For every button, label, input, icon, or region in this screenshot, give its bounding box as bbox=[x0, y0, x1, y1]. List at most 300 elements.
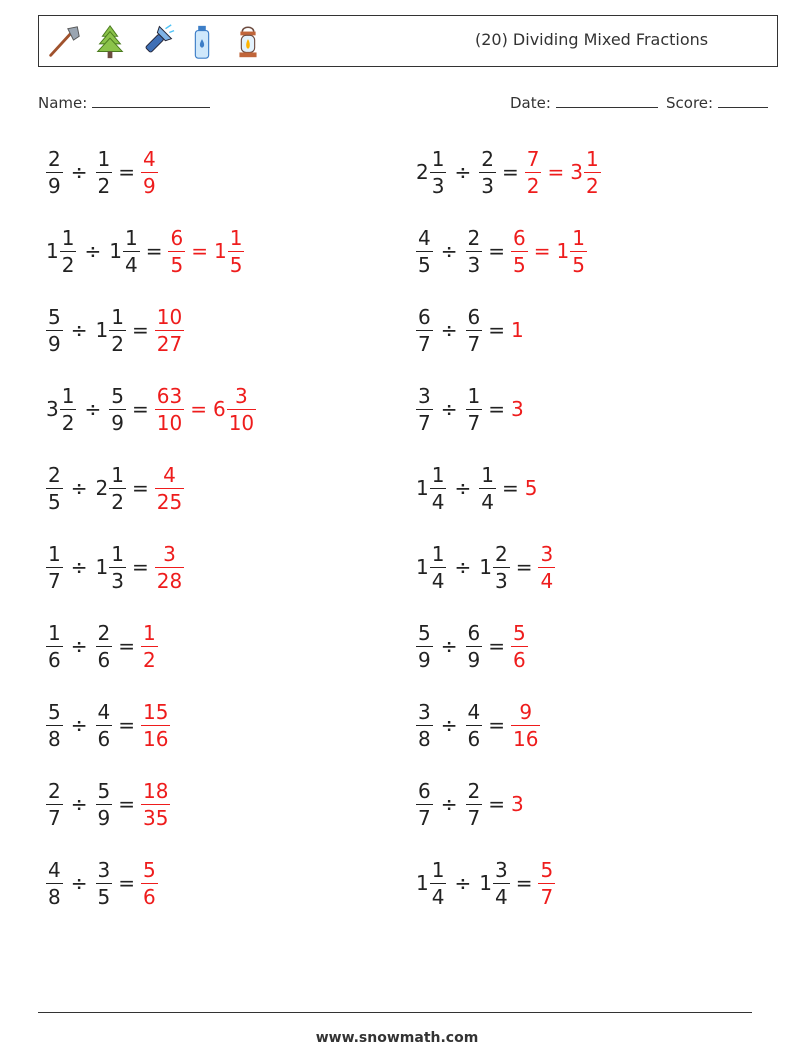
denominator: 16 bbox=[513, 726, 539, 751]
fraction bbox=[155, 541, 184, 593]
divide-sign: ÷ bbox=[440, 713, 458, 737]
answer-value bbox=[155, 304, 184, 356]
denominator: 10 bbox=[156, 410, 183, 435]
score-field[interactable] bbox=[666, 93, 768, 112]
denominator: 4 bbox=[431, 489, 445, 514]
numerator: 2 bbox=[481, 146, 494, 171]
denominator: 7 bbox=[48, 568, 61, 593]
whole-part: 1 bbox=[109, 239, 122, 263]
problem-item bbox=[416, 615, 528, 677]
fraction bbox=[538, 541, 555, 593]
fraction bbox=[430, 541, 447, 593]
equals-sign: = bbox=[118, 634, 135, 658]
fraction bbox=[109, 383, 126, 435]
numerator: 2 bbox=[467, 778, 481, 803]
fraction bbox=[168, 225, 185, 277]
denominator: 5 bbox=[170, 252, 184, 277]
answer-value bbox=[570, 146, 600, 198]
numerator: 1 bbox=[572, 225, 585, 250]
fraction bbox=[141, 778, 170, 830]
equals-sign: = bbox=[488, 792, 505, 816]
problem-item bbox=[46, 852, 158, 914]
problem-item bbox=[46, 378, 256, 440]
divisor bbox=[466, 225, 483, 277]
numerator: 5 bbox=[540, 857, 554, 882]
dividend bbox=[46, 383, 76, 435]
fraction bbox=[46, 857, 63, 909]
denominator: 27 bbox=[156, 331, 183, 356]
dividend bbox=[416, 462, 446, 514]
dividend bbox=[46, 462, 63, 514]
problem-item bbox=[416, 299, 525, 361]
numerator: 5 bbox=[48, 304, 61, 329]
fraction bbox=[416, 620, 433, 672]
numerator: 1 bbox=[111, 541, 124, 566]
fraction bbox=[123, 225, 140, 277]
numerator: 2 bbox=[48, 462, 61, 487]
answer-value bbox=[212, 383, 256, 435]
answer-value bbox=[155, 541, 184, 593]
divisor bbox=[95, 541, 126, 593]
denominator: 9 bbox=[467, 647, 481, 672]
fraction bbox=[466, 620, 483, 672]
answer-value bbox=[141, 778, 170, 830]
numerator: 3 bbox=[418, 699, 431, 724]
whole-part: 1 bbox=[416, 871, 429, 895]
fraction bbox=[155, 462, 184, 514]
denominator: 16 bbox=[143, 726, 169, 751]
fraction bbox=[479, 462, 496, 514]
divide-sign: ÷ bbox=[440, 239, 458, 263]
denominator: 7 bbox=[418, 410, 431, 435]
numerator: 6 bbox=[513, 225, 526, 250]
answer-value bbox=[141, 699, 170, 751]
fraction bbox=[60, 225, 77, 277]
fraction bbox=[430, 462, 447, 514]
answer bbox=[141, 620, 158, 672]
equals-sign: = bbox=[488, 713, 505, 737]
lantern-icon bbox=[229, 22, 267, 62]
date-blank[interactable] bbox=[556, 93, 658, 108]
dividend bbox=[416, 778, 433, 830]
numerator: 3 bbox=[235, 383, 248, 408]
denominator: 2 bbox=[143, 647, 156, 672]
denominator: 4 bbox=[481, 489, 494, 514]
denominator: 4 bbox=[494, 884, 508, 909]
score-blank[interactable] bbox=[718, 93, 768, 108]
denominator: 5 bbox=[229, 252, 243, 277]
fraction bbox=[46, 146, 63, 198]
dividend bbox=[46, 146, 63, 198]
denominator: 3 bbox=[467, 252, 481, 277]
dividend bbox=[46, 304, 63, 356]
answer-value bbox=[511, 620, 528, 672]
numerator: 6 bbox=[418, 778, 431, 803]
denominator: 35 bbox=[143, 805, 169, 830]
problem-item bbox=[46, 457, 184, 519]
numerator: 1 bbox=[97, 146, 111, 171]
numerator: 1 bbox=[585, 146, 599, 171]
denominator: 2 bbox=[526, 173, 540, 198]
divide-sign: ÷ bbox=[454, 160, 472, 184]
denominator: 4 bbox=[431, 568, 445, 593]
numerator: 1 bbox=[481, 462, 494, 487]
equals-sign: = bbox=[118, 713, 135, 737]
answer-equals-sign: = bbox=[533, 239, 551, 263]
equals-sign: = bbox=[515, 871, 533, 895]
fraction bbox=[570, 225, 587, 277]
equals-sign: = bbox=[501, 160, 519, 184]
fraction bbox=[416, 699, 433, 751]
divisor bbox=[479, 146, 496, 198]
divide-sign: ÷ bbox=[440, 792, 458, 816]
numerator: 1 bbox=[48, 541, 61, 566]
fraction bbox=[96, 620, 113, 672]
numerator: 1 bbox=[229, 225, 243, 250]
fraction bbox=[227, 383, 256, 435]
numerator: 5 bbox=[143, 857, 156, 882]
answer-value bbox=[525, 476, 539, 500]
denominator: 9 bbox=[111, 410, 124, 435]
divisor bbox=[466, 620, 483, 672]
answer bbox=[141, 699, 170, 751]
answer bbox=[525, 476, 539, 500]
denominator: 7 bbox=[48, 805, 61, 830]
date-field[interactable] bbox=[510, 93, 658, 112]
answer-value bbox=[511, 225, 528, 277]
flashlight-icon bbox=[137, 22, 175, 62]
equals-sign: = bbox=[131, 318, 149, 342]
numerator: 4 bbox=[143, 146, 156, 171]
fraction bbox=[416, 304, 433, 356]
numerator: 2 bbox=[97, 620, 111, 645]
equals-sign: = bbox=[118, 871, 135, 895]
fraction bbox=[141, 857, 158, 909]
fraction bbox=[46, 462, 63, 514]
denominator: 7 bbox=[467, 410, 481, 435]
numerator: 3 bbox=[418, 383, 431, 408]
denominator: 2 bbox=[111, 489, 124, 514]
answer bbox=[525, 146, 601, 198]
dividend bbox=[416, 146, 446, 198]
answer bbox=[511, 792, 525, 816]
whole-part: 2 bbox=[416, 160, 429, 184]
divide-sign: ÷ bbox=[454, 871, 472, 895]
whole-part: 3 bbox=[511, 397, 524, 421]
divisor bbox=[96, 146, 113, 198]
equals-sign: = bbox=[131, 555, 149, 579]
problem-item bbox=[416, 378, 525, 440]
answer bbox=[155, 541, 184, 593]
dividend bbox=[46, 699, 63, 751]
numerator: 1 bbox=[61, 225, 75, 250]
numerator: 2 bbox=[48, 146, 61, 171]
divisor bbox=[96, 620, 113, 672]
divisor bbox=[479, 857, 509, 909]
equals-sign: = bbox=[515, 555, 533, 579]
divisor bbox=[466, 699, 483, 751]
fraction bbox=[466, 304, 483, 356]
divide-sign: ÷ bbox=[454, 476, 472, 500]
denominator: 2 bbox=[97, 173, 111, 198]
answer-value bbox=[511, 318, 525, 342]
problem-item bbox=[416, 536, 555, 598]
divide-sign: ÷ bbox=[440, 318, 458, 342]
fraction bbox=[538, 857, 555, 909]
numerator: 1 bbox=[467, 383, 481, 408]
tree-icon bbox=[91, 22, 129, 62]
fraction bbox=[466, 778, 483, 830]
answer-value bbox=[511, 397, 525, 421]
numerator: 5 bbox=[513, 620, 526, 645]
answer bbox=[538, 541, 555, 593]
denominator: 9 bbox=[143, 173, 156, 198]
equals-sign: = bbox=[488, 239, 505, 263]
fraction bbox=[96, 699, 113, 751]
answer bbox=[141, 146, 158, 198]
numerator: 4 bbox=[467, 699, 481, 724]
answer bbox=[538, 857, 555, 909]
divisor bbox=[95, 304, 126, 356]
fraction bbox=[416, 383, 433, 435]
denominator: 2 bbox=[585, 173, 599, 198]
denominator: 6 bbox=[48, 647, 61, 672]
numerator: 5 bbox=[418, 620, 431, 645]
problem-item bbox=[416, 773, 525, 835]
problem-item bbox=[416, 694, 540, 756]
problem-item bbox=[46, 773, 170, 835]
denominator: 5 bbox=[572, 252, 585, 277]
answer bbox=[511, 318, 525, 342]
whole-part: 6 bbox=[212, 397, 226, 421]
problem-item bbox=[416, 457, 538, 519]
fraction bbox=[46, 699, 63, 751]
fraction bbox=[228, 225, 245, 277]
axe-icon bbox=[45, 22, 83, 62]
whole-part: 3 bbox=[46, 397, 59, 421]
numerator: 4 bbox=[48, 857, 61, 882]
answer bbox=[155, 462, 184, 514]
answer-equals-sign: = bbox=[190, 397, 207, 421]
fraction bbox=[511, 620, 528, 672]
dividend bbox=[46, 778, 63, 830]
equals-sign: = bbox=[118, 160, 135, 184]
name-blank[interactable] bbox=[92, 93, 210, 108]
numerator: 1 bbox=[124, 225, 138, 250]
problem-item bbox=[416, 852, 555, 914]
answer bbox=[155, 304, 184, 356]
denominator: 3 bbox=[481, 173, 494, 198]
problem-item bbox=[416, 141, 601, 203]
divide-sign: ÷ bbox=[440, 397, 458, 421]
numerator: 1 bbox=[143, 620, 156, 645]
equals-sign: = bbox=[488, 634, 505, 658]
denominator: 7 bbox=[467, 331, 481, 356]
denominator: 9 bbox=[418, 647, 431, 672]
dividend bbox=[46, 225, 76, 277]
fraction bbox=[416, 778, 433, 830]
denominator: 2 bbox=[61, 410, 75, 435]
divide-sign: ÷ bbox=[70, 713, 88, 737]
footer-url: www.snowmath.com bbox=[315, 1030, 479, 1046]
numerator: 9 bbox=[519, 699, 533, 724]
header-icons bbox=[45, 22, 267, 62]
fraction bbox=[46, 620, 63, 672]
equals-sign: = bbox=[145, 239, 163, 263]
numerator: 6 bbox=[467, 304, 481, 329]
divisor bbox=[96, 699, 113, 751]
dividend bbox=[46, 620, 63, 672]
equals-sign: = bbox=[131, 397, 149, 421]
equals-sign: = bbox=[488, 318, 505, 342]
answer bbox=[168, 225, 244, 277]
denominator: 8 bbox=[48, 884, 61, 909]
fraction bbox=[96, 146, 113, 198]
answer bbox=[141, 857, 158, 909]
numerator: 1 bbox=[431, 857, 445, 882]
whole-part: 1 bbox=[416, 555, 429, 579]
footer-divider bbox=[38, 1012, 752, 1013]
denominator: 10 bbox=[228, 410, 255, 435]
numerator: 3 bbox=[494, 857, 508, 882]
numerator: 4 bbox=[97, 699, 111, 724]
whole-part: 1 bbox=[46, 239, 59, 263]
answer bbox=[511, 225, 587, 277]
divisor bbox=[109, 383, 126, 435]
fraction bbox=[155, 304, 184, 356]
whole-part: 1 bbox=[479, 871, 492, 895]
divide-sign: ÷ bbox=[70, 871, 88, 895]
numerator: 5 bbox=[48, 699, 61, 724]
worksheet-title: (20) Dividing Mixed Fractions bbox=[475, 30, 709, 49]
numerator: 4 bbox=[163, 462, 176, 487]
numerator: 63 bbox=[156, 383, 183, 408]
fraction bbox=[430, 857, 447, 909]
numerator: 2 bbox=[48, 778, 61, 803]
fraction bbox=[46, 541, 63, 593]
problem-item bbox=[46, 299, 184, 361]
score-label: Score: bbox=[666, 94, 714, 112]
dividend bbox=[46, 857, 63, 909]
dividend bbox=[416, 699, 433, 751]
equals-sign: = bbox=[501, 476, 519, 500]
divisor bbox=[96, 857, 113, 909]
denominator: 7 bbox=[467, 805, 481, 830]
fraction bbox=[430, 146, 447, 198]
answer bbox=[511, 620, 528, 672]
answer bbox=[511, 699, 540, 751]
answer-value bbox=[556, 225, 587, 277]
equals-sign: = bbox=[488, 397, 505, 421]
denominator: 3 bbox=[111, 568, 124, 593]
divide-sign: ÷ bbox=[70, 476, 88, 500]
divide-sign: ÷ bbox=[84, 397, 102, 421]
divisor bbox=[96, 778, 113, 830]
answer-value bbox=[538, 541, 555, 593]
dividend bbox=[416, 304, 433, 356]
dividend bbox=[46, 541, 63, 593]
whole-part: 1 bbox=[479, 555, 492, 579]
name-field[interactable] bbox=[38, 93, 210, 112]
fraction bbox=[479, 146, 496, 198]
numerator: 1 bbox=[431, 462, 445, 487]
whole-part: 1 bbox=[556, 239, 570, 263]
denominator: 7 bbox=[418, 805, 431, 830]
numerator: 6 bbox=[418, 304, 431, 329]
fraction bbox=[493, 857, 510, 909]
answer-value bbox=[155, 383, 184, 435]
whole-part: 1 bbox=[95, 318, 109, 342]
denominator: 5 bbox=[97, 884, 111, 909]
problem-item bbox=[416, 220, 587, 282]
denominator: 6 bbox=[467, 726, 481, 751]
numerator: 3 bbox=[97, 857, 111, 882]
equals-sign: = bbox=[131, 476, 149, 500]
whole-part: 3 bbox=[511, 792, 524, 816]
numerator: 3 bbox=[163, 541, 176, 566]
numerator: 1 bbox=[431, 146, 445, 171]
whole-part: 3 bbox=[570, 160, 583, 184]
numerator: 5 bbox=[111, 383, 124, 408]
fraction bbox=[109, 541, 126, 593]
denominator: 4 bbox=[124, 252, 138, 277]
numerator: 18 bbox=[143, 778, 169, 803]
whole-part: 5 bbox=[524, 476, 538, 500]
denominator: 6 bbox=[143, 884, 156, 909]
divide-sign: ÷ bbox=[70, 634, 88, 658]
dividend bbox=[416, 225, 433, 277]
equals-sign: = bbox=[118, 792, 135, 816]
whole-part: 1 bbox=[511, 318, 524, 342]
numerator: 5 bbox=[97, 778, 111, 803]
answer-value bbox=[155, 462, 184, 514]
divide-sign: ÷ bbox=[70, 555, 88, 579]
numerator: 4 bbox=[418, 225, 431, 250]
numerator: 3 bbox=[540, 541, 554, 566]
answer-value bbox=[141, 620, 158, 672]
fraction bbox=[109, 462, 126, 514]
fraction bbox=[416, 225, 433, 277]
fraction bbox=[525, 146, 542, 198]
denominator: 7 bbox=[418, 331, 431, 356]
denominator: 28 bbox=[156, 568, 183, 593]
denominator: 3 bbox=[494, 568, 508, 593]
whole-part: 1 bbox=[416, 476, 429, 500]
numerator: 1 bbox=[111, 304, 124, 329]
answer-value bbox=[213, 225, 244, 277]
divisor bbox=[466, 304, 483, 356]
numerator: 7 bbox=[526, 146, 540, 171]
denominator: 9 bbox=[48, 331, 61, 356]
whole-part: 2 bbox=[95, 476, 109, 500]
numerator: 1 bbox=[48, 620, 61, 645]
problem-item bbox=[46, 694, 170, 756]
fraction bbox=[466, 225, 483, 277]
fraction bbox=[60, 383, 77, 435]
fraction bbox=[109, 304, 126, 356]
fraction bbox=[96, 857, 113, 909]
fraction bbox=[96, 778, 113, 830]
dividend bbox=[416, 857, 446, 909]
denominator: 7 bbox=[540, 884, 554, 909]
numerator: 6 bbox=[170, 225, 184, 250]
answer-value bbox=[538, 857, 555, 909]
dividend bbox=[416, 620, 433, 672]
date-label: Date: bbox=[510, 94, 551, 112]
denominator: 4 bbox=[431, 884, 445, 909]
answer-value bbox=[141, 857, 158, 909]
denominator: 3 bbox=[431, 173, 445, 198]
